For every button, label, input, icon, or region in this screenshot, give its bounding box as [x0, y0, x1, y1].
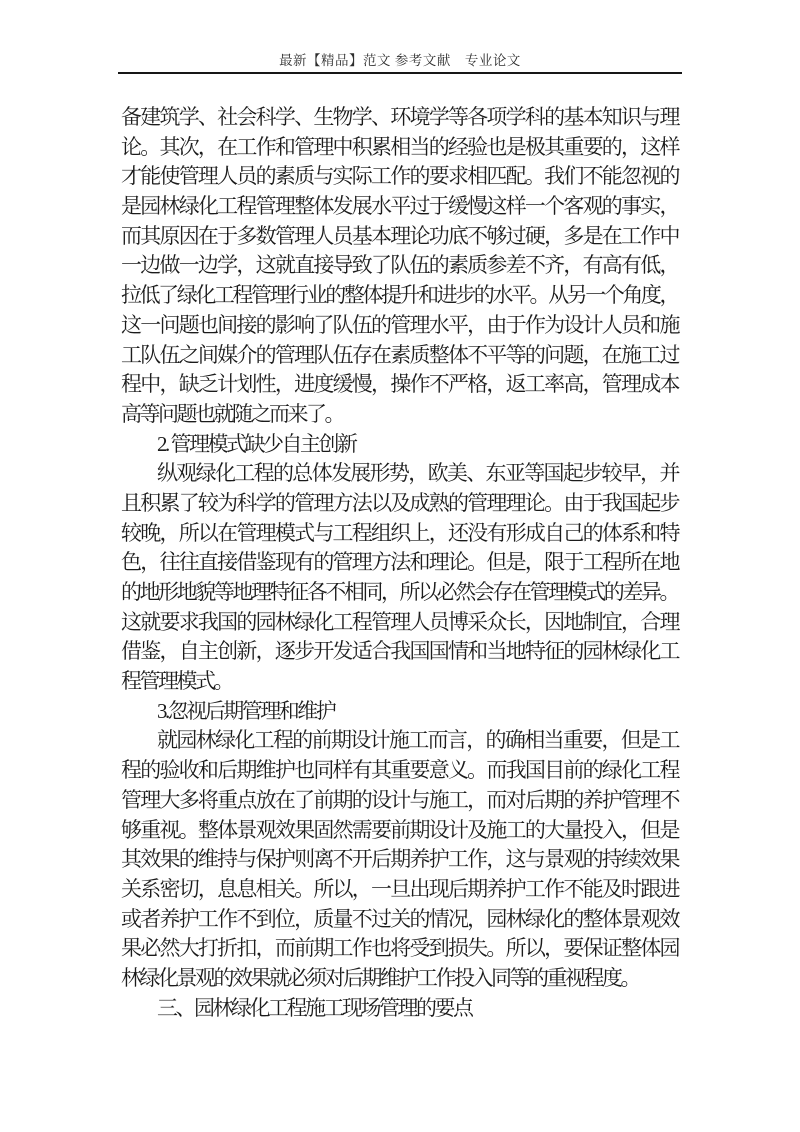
text-line: 拉低了绿化工程管理行业的整体提升和进步的水平。从另一个角度， [121, 283, 678, 308]
text-line: 这一问题也间接的影响了队伍的管理水平，由于作为设计人员和施 [121, 312, 678, 337]
text-line: 色，往往直接借鉴现有的管理方法和理论。但是，限于工程所在地 [121, 550, 678, 575]
section-heading [121, 697, 678, 727]
text-line: 就园林绿化工程的前期设计施工而言，的确相当重要，但是工 [157, 728, 678, 753]
header-rule [118, 72, 682, 74]
header-text: 最新【精品】范文 参考文献 专业论文 [279, 53, 521, 68]
text-line: 是园林绿化工程管理整体发展水平过于缓慢这样一个客观的事实， [121, 194, 678, 219]
text-line: 一边做一边学，这就直接导致了队伍的素质参差不齐，有高有低， [121, 253, 678, 278]
text-line: 程的验收和后期维护也同样有其重要意义。而我国目前的绿化工程 [121, 758, 678, 783]
text-line: 备建筑学、社会科学、生物学、环境学等各项学科的基本知识与理 [121, 105, 678, 129]
text-line: 3.忽视后期管理和维护 [157, 698, 335, 723]
text-line: 或者养护工作不到位，质量不过关的情况，园林绿化的整体景观效 [121, 906, 678, 931]
text-line: 关系密切，息息相关。所以，一旦出现后期养护工作不能及时跟进 [121, 876, 678, 901]
text-line: 借鉴，自主创新，逐步开发适合我国国情和当地特征的园林绿化工 [121, 639, 678, 664]
text-line: 三、园林绿化工程施工现场管理的要点 [157, 995, 472, 1020]
text-line: 论。其次，在工作和管理中积累相当的经验也是极其重要的，这样 [121, 134, 678, 159]
paragraph [121, 459, 678, 697]
paragraph [121, 726, 678, 993]
text-line: 才能使管理人员的素质与实际工作的要求相匹配。我们不能忽视的 [121, 164, 678, 189]
text-line: 且积累了较为科学的管理方法以及成熟的管理理论。由于我国起步 [121, 490, 678, 515]
text-line: 的地形地貌等地理特征各不相同，所以必然会存在管理模式的差异。 [121, 580, 678, 604]
text-line: 较晚，所以在管理模式与工程组织上，还没有形成自己的体系和特 [121, 520, 678, 545]
text-line: 果必然大打折扣，而前期工作也将受到损失。所以，要保证整体园 [121, 936, 678, 961]
text-line: 程管理模式。 [121, 669, 232, 694]
text-line: 够重视。整体景观效果固然需要前期设计及施工的大量投入，但是 [121, 817, 678, 842]
paragraph [121, 103, 678, 430]
section-heading [121, 430, 678, 460]
text-line: 纵观绿化工程的总体发展形势，欧美、东亚等国起步较早，并 [157, 461, 678, 486]
text-line: 高等问题也就随之而来了。 [121, 401, 343, 426]
text-line: 管理大多将重点放在了前期的设计与施工，而对后期的养护管理不 [121, 787, 678, 812]
text-line: 程中，缺乏计划性，进度缓慢，操作不严格，返工率高，管理成本 [121, 372, 678, 397]
text-line: 这就要求我国的园林绿化工程管理人员博采众长，因地制宜，合理 [121, 609, 678, 634]
text-line: 林绿化景观的效果就必须对后期维护工作投入同等的重视程度。 [121, 965, 639, 990]
text-line: 而其原因在于多数管理人员基本理论功底不够过硬，多是在工作中 [121, 223, 678, 248]
text-line: 工队伍之间媒介的管理队伍存在素质整体不平等的问题，在施工过 [121, 342, 678, 367]
text-line: 2. 管理模式缺少自主创新 [157, 431, 356, 456]
section-heading [121, 994, 678, 1024]
text-line: 其效果的维持与保护则离不开后期养护工作，这与景观的持续效果 [121, 847, 678, 872]
document-body [121, 103, 678, 1023]
